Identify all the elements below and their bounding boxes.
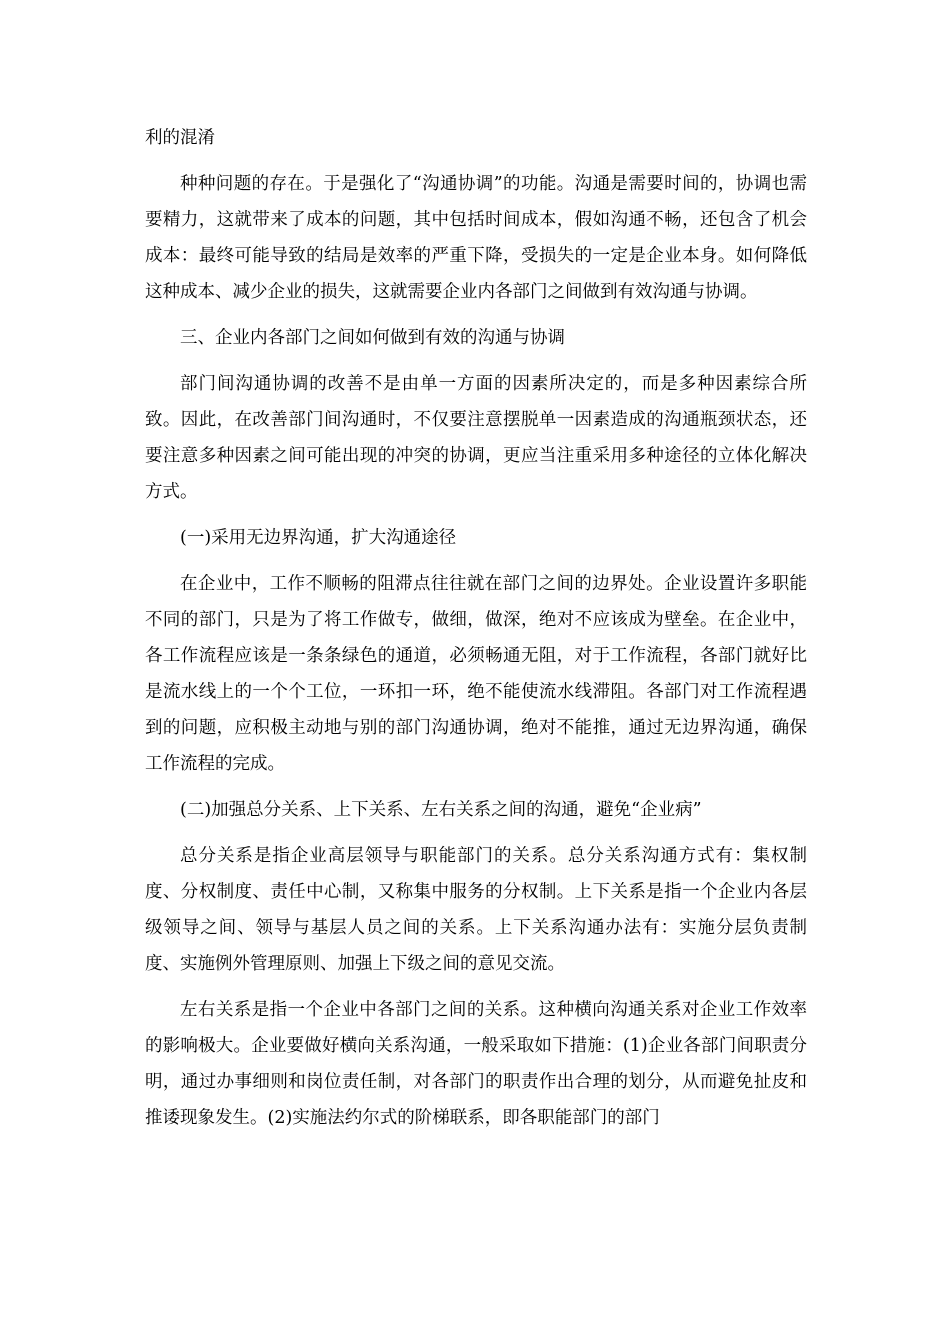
paragraph: 种种问题的存在。于是强化了“沟通协调”的功能。沟通是需要时间的，协调也需要精力，这就带来了成本的问题，其中包括时间成本，假如沟通不畅，还包含了机会成本：最终可能导致的结局是效率的严重下降，受损失的一定是企业本身。如何降低这种成本、减少企业的损失，这就需要企业内各部门之间做到有效沟通与协调。 — [145, 174, 807, 302]
subsection-heading: (一)采用无边界沟通，扩大沟通途径 — [180, 528, 457, 548]
document-body — [145, 120, 807, 1146]
paragraph-continuation: 利的混淆 — [145, 128, 215, 148]
paragraph: 左右关系是指一个企业中各部门之间的关系。这种横向沟通关系对企业工作效率的影响极大。企业要做好横向关系沟通，一般采取如下措施：(1)企业各部门间职责分明，通过办事细则和岗位责任制，对各部门的职责作出合理的划分，从而避免扯皮和推诿现象发生。(2)实施法约尔式的阶梯联系，即各职能部门的部门 — [145, 1000, 807, 1128]
subsection-heading: (二)加强总分关系、上下关系、左右关系之间的沟通，避免“企业病” — [180, 800, 702, 820]
paragraph: 在企业中，工作不顺畅的阻滞点往往就在部门之间的边界处。企业设置许多职能不同的部门，只是为了将工作做专，做细，做深，绝对不应该成为壁垒。在企业中，各工作流程应该是一条条绿色的通道，必须畅通无阻，对于工作流程，各部门就好比是流水线上的一个个工位，一环扣一环，绝不能使流水线滞阻。各部门对工作流程遇到的问题，应积极主动地与别的部门沟通协调，绝对不能推，通过无边界沟通，确保工作流程的完成。 — [145, 574, 807, 774]
section-heading: 三、企业内各部门之间如何做到有效的沟通与协调 — [180, 328, 565, 348]
paragraph: 部门间沟通协调的改善不是由单一方面的因素所决定的，而是多种因素综合所致。因此，在改善部门间沟通时，不仅要注意摆脱单一因素造成的沟通瓶颈状态，还要注意多种因素之间可能出现的冲突的协调，更应当注重采用多种途径的立体化解决方式。 — [145, 374, 807, 502]
paragraph: 总分关系是指企业高层领导与职能部门的关系。总分关系沟通方式有：集权制度、分权制度、责任中心制，又称集中服务的分权制。上下关系是指一个企业内各层级领导之间、领导与基层人员之间的关系。上下关系沟通办法有：实施分层负责制度、实施例外管理原则、加强上下级之间的意见交流。 — [145, 846, 807, 974]
